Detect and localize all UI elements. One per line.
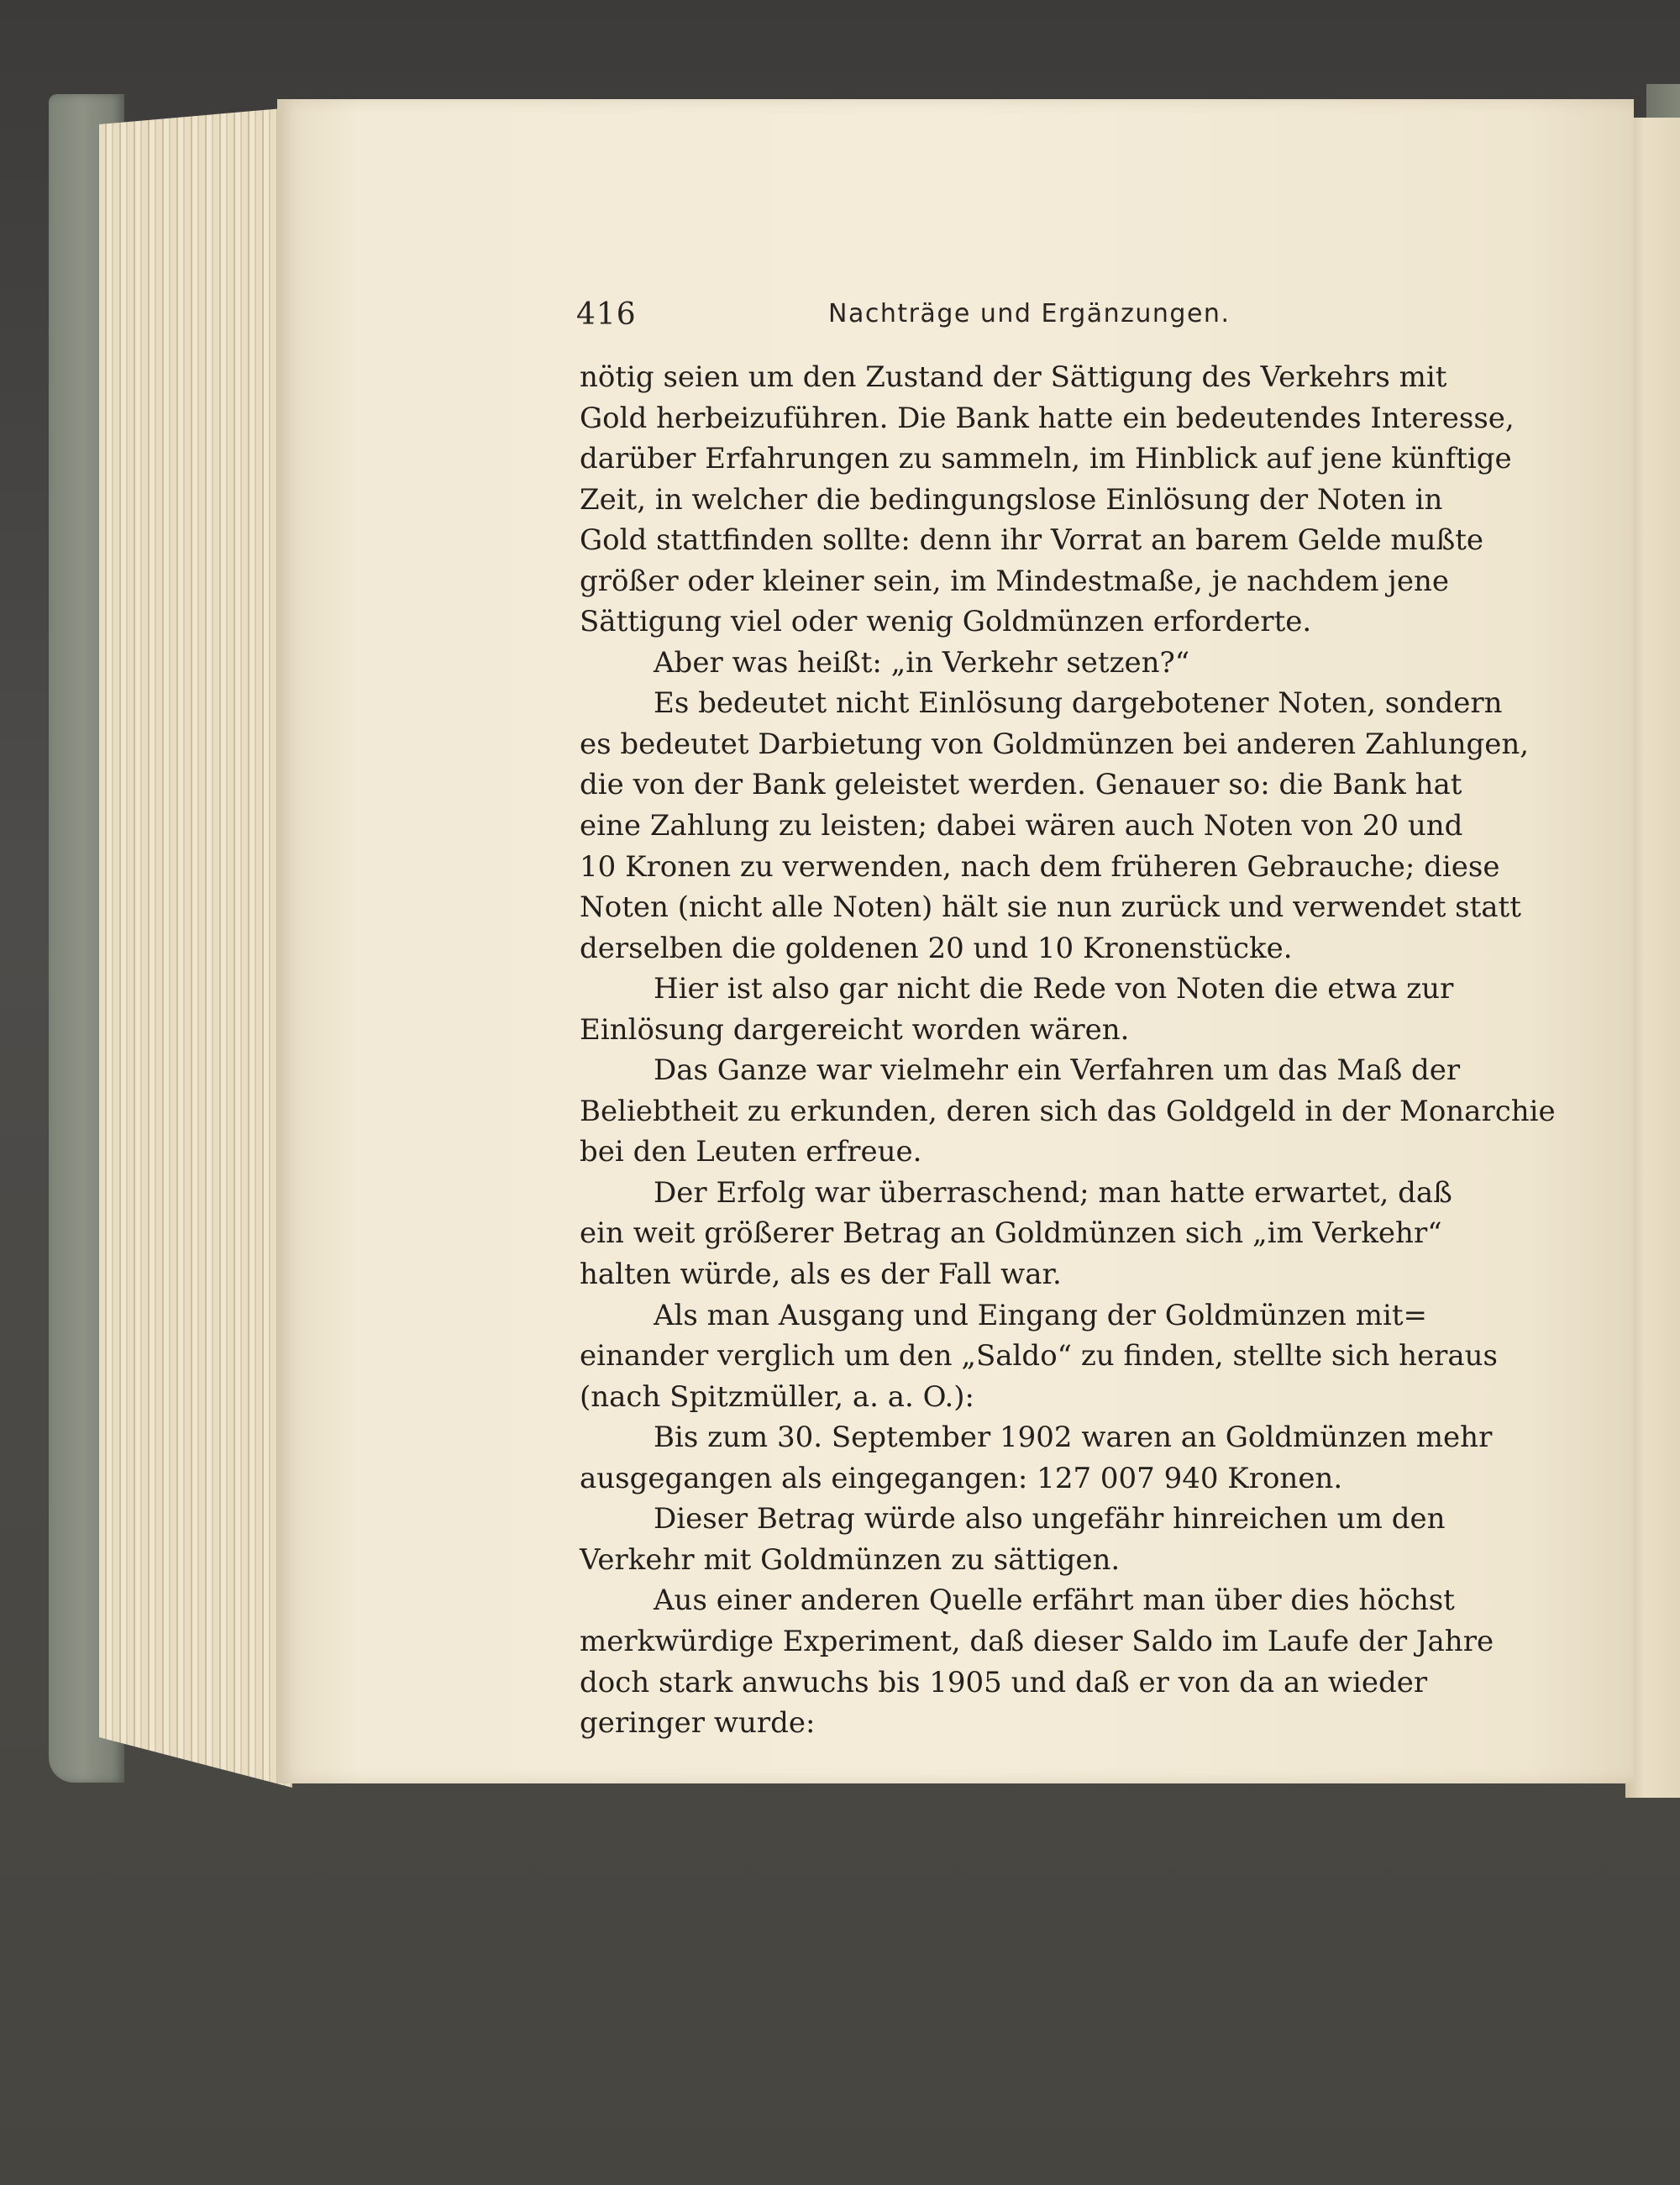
paragraph-start: Der Erfolg war überraschend; man hatte erwartet, daß (654, 1175, 1452, 1210)
text-line: halten würde, als es der Fall war. (580, 1258, 1062, 1292)
text-line: Sättigung viel oder wenig Goldmünzen erforderte. (580, 605, 1312, 639)
running-head-title: Nachträge und Ergänzungen. (828, 299, 1231, 328)
text-line: Noten (nicht alle Noten) hält sie nun zurück und verwendet statt (580, 890, 1521, 925)
text-line: geringer wurde: (580, 1706, 816, 1741)
page-edges (99, 108, 292, 1788)
paragraph-start: Hier ist also gar nicht die Rede von Noten die etwa zur (654, 972, 1454, 1006)
text-line: Verkehr mit Goldmünzen zu sättigen. (580, 1542, 1121, 1577)
text-line: es bedeutet Darbietung von Goldmünzen bei anderen Zahlungen, (580, 727, 1530, 761)
text-line: (nach Spitzmüller, a. a. O.): (580, 1379, 975, 1414)
text-line: merkwürdige Experiment, daß dieser Saldo im Laufe der Jahre (580, 1624, 1494, 1658)
paragraph-start: Das Ganze war vielmehr ein Verfahren um das Maß der (654, 1053, 1461, 1088)
paragraph-start: Aber was heißt: „in Verkehr setzen?“ (654, 645, 1190, 680)
paragraph-start: Dieser Betrag würde also ungefähr hinreichen um den (654, 1502, 1446, 1536)
text-line: nötig seien um den Zustand der Sättigung des Verkehrs mit (580, 360, 1447, 394)
text-line: Gold stattfinden sollte: denn ihr Vorrat an barem Gelde mußte (580, 523, 1484, 558)
text-line: bei den Leuten erfreue. (580, 1135, 922, 1169)
text-line: ein weit größerer Betrag an Goldmünzen sich „im Verkehr“ (580, 1216, 1442, 1251)
text-line: ausgegangen als eingegangen: 127 007 940 Kronen. (580, 1461, 1343, 1495)
paragraph-start: Aus einer anderen Quelle erfährt man über dies höchst (654, 1584, 1455, 1618)
text-line: Einlösung dargereicht worden wären. (580, 1012, 1130, 1047)
text-line: eine Zahlung zu leisten; dabei wären auch Noten von 20 und (580, 809, 1463, 843)
text-line: Zeit, in welcher die bedingungslose Einlösung der Noten in (580, 482, 1443, 517)
text-line: derselben die goldenen 20 und 10 Kronenstücke. (580, 931, 1293, 965)
text-line: doch stark anwuchs bis 1905 und daß er von da an wieder (580, 1665, 1428, 1699)
text-line: die von der Bank geleistet werden. Genauer so: die Bank hat (580, 768, 1462, 802)
body-text (580, 357, 1556, 1744)
text-line: größer oder kleiner sein, im Mindestmaße, je nachdem jene (580, 564, 1449, 598)
paragraph-start: Als man Ausgang und Eingang der Goldmünzen mit= (654, 1298, 1428, 1332)
page-number: 416 (576, 297, 637, 332)
text-line: 10 Kronen zu verwenden, nach dem früheren Gebrauche; diese (580, 849, 1500, 884)
text-line: darüber Erfahrungen zu sammeln, im Hinblick auf jene künftige (580, 442, 1512, 476)
text-line: Beliebtheit zu erkunden, deren sich das Goldgeld in der Monarchie (580, 1094, 1556, 1128)
text-line: einander verglich um den „Saldo“ zu finden, stellte sich heraus (580, 1339, 1498, 1374)
paragraph-start: Es bedeutet nicht Einlösung dargebotener Noten, sondern (654, 686, 1503, 721)
paragraph-start: Bis zum 30. September 1902 waren an Goldmünzen mehr (654, 1421, 1493, 1455)
running-head (576, 294, 1433, 344)
text-line: Gold herbeizuführen. Die Bank hatte ein bedeutendes Interesse, (580, 401, 1515, 435)
